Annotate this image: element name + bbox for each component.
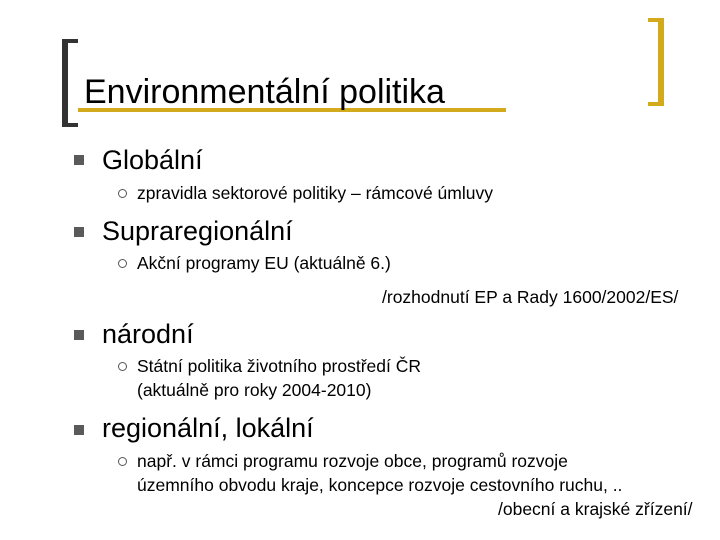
bullet-heading-narodni: národní [102,319,194,349]
square-bullet-icon [74,330,84,340]
sub-bullet-text: územního obvodu kraje, koncepce rozvoje cestovního ruchu, .. [137,475,623,495]
bullet-heading-regionalni: regionální, lokální [102,413,314,443]
square-bullet-icon [74,227,84,237]
bullet-heading-supraregionalni: Supraregionální [102,216,293,246]
slide-title: Environmentální politika [84,73,445,111]
note-text: /obecní a krajské zřízení/ [498,499,693,519]
square-bullet-icon [74,425,84,435]
circle-bullet-icon [118,189,127,198]
sub-bullet-text: Státní politika životního prostředí ČR [137,356,422,376]
bullet-heading-globalni: Globální [102,145,203,175]
title-bracket-left [62,39,78,127]
circle-bullet-icon [118,362,127,371]
circle-bullet-icon [118,259,127,268]
sub-bullet-text: (aktuálně pro roky 2004-2010) [137,380,372,400]
sub-bullet-text: Akční programy EU (aktuálně 6.) [137,253,391,273]
sub-bullet-text: např. v rámci programu rozvoje obce, programů rozvoje [137,451,568,471]
title-bracket-right [648,18,664,106]
circle-bullet-icon [118,457,127,466]
square-bullet-icon [74,155,84,165]
note-text: /rozhodnutí EP a Rady 1600/2002/ES/ [382,287,679,307]
sub-bullet-text: zpravidla sektorové politiky – rámcové úmluvy [137,183,493,203]
